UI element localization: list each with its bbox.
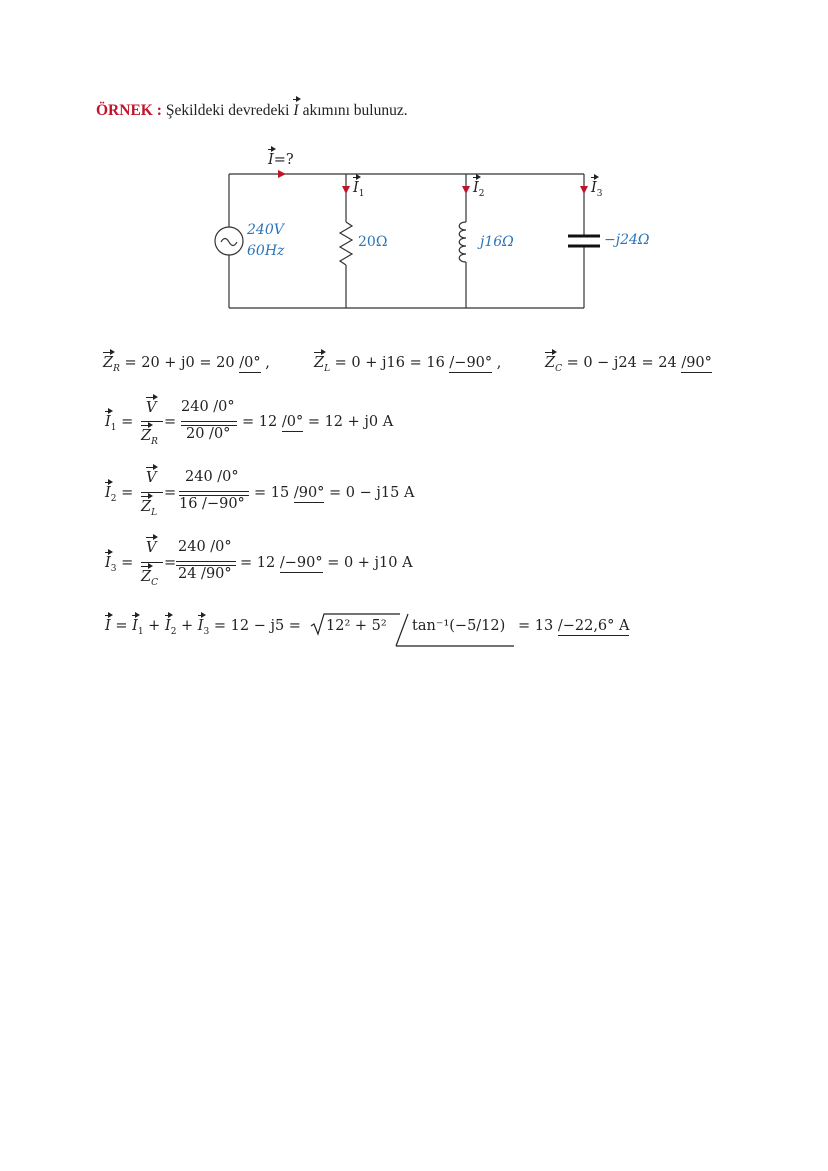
eq2-numerator: 240 /0° — [185, 469, 239, 485]
impedance-zr: $Z_R = 20 + j0 = 20$ /0° , — [103, 355, 270, 374]
source-voltage-label: 240V — [247, 222, 284, 238]
capacitor-label: −j24Ω — [604, 232, 650, 248]
example-label: ÖRNEK : — [96, 102, 162, 119]
eq2-result: = 15 /90° = 0 − j15 A — [254, 485, 415, 501]
eq2-denominator: 16 /−90° — [179, 496, 245, 512]
zl-angle: /−90° — [449, 355, 493, 371]
impedance-zl: $Z_L = 0 + j16 = 16$ /−90° , — [314, 355, 502, 374]
total-lhs: $I = I_1 + I_2 + I_3 = 12 - j5$ = — [105, 618, 301, 637]
circuit-diagram — [0, 0, 828, 330]
resistor-icon — [340, 222, 352, 265]
total-result: = 13 /−22,6° A — [518, 618, 630, 634]
title-text-after: akımını bulunuz. — [302, 102, 408, 119]
total-angle-expr: tan⁻¹(−5/12) — [412, 618, 506, 634]
zc-angle: /90° — [681, 355, 712, 371]
eq2-v: V — [146, 470, 157, 486]
eq1-result: = 12 /0° = 12 + j0 A — [242, 414, 394, 430]
eq1-z: $Z_R$ — [141, 428, 158, 447]
eq1-denominator: 20 /0° — [186, 426, 231, 442]
total-current-arrow-icon — [278, 170, 286, 178]
eq3-denominator: 24 /90° — [178, 566, 232, 582]
inductor-label: j16Ω — [480, 234, 514, 250]
branch3-current-label: $I_3$ — [591, 180, 603, 199]
eq2-lhs: $I_2$ = — [105, 485, 134, 504]
resistor-label: 20Ω — [358, 234, 388, 250]
eq3-z: $Z_C$ — [141, 569, 158, 588]
branch2-current-label: $I_2$ — [473, 180, 485, 199]
branch3-arrow-icon — [580, 186, 588, 194]
inductor-icon — [459, 222, 466, 262]
eq1-lhs: $I_1$ = — [105, 414, 134, 433]
eq1-numerator: 240 /0° — [181, 399, 235, 415]
eq3-v: V — [146, 540, 157, 556]
title-text: Şekildeki devredeki — [165, 102, 290, 119]
eq2-z: $Z_L$ — [141, 499, 158, 518]
branch1-arrow-icon — [342, 186, 350, 194]
eq1-v: V — [146, 400, 157, 416]
impedance-zc: $Z_C = 0 - j24 = 24$ /90° — [545, 355, 712, 374]
capacitor-icon — [568, 236, 600, 246]
branch2-arrow-icon — [462, 186, 470, 194]
eq3-lhs: $I_3$ = — [105, 555, 134, 574]
zr-angle: /0° — [239, 355, 261, 371]
total-sqrt: 12² + 5² — [326, 618, 387, 634]
eq3-numerator: 240 /0° — [178, 539, 232, 555]
branch1-current-label: $I_1$ — [353, 180, 365, 199]
sine-wave-icon — [221, 239, 237, 246]
source-freq-label: 60Hz — [247, 243, 285, 259]
eq3-result: = 12 /−90° = 0 + j10 A — [240, 555, 413, 571]
title-current-symbol: I — [293, 102, 299, 119]
total-current-label: I=? — [268, 152, 294, 168]
